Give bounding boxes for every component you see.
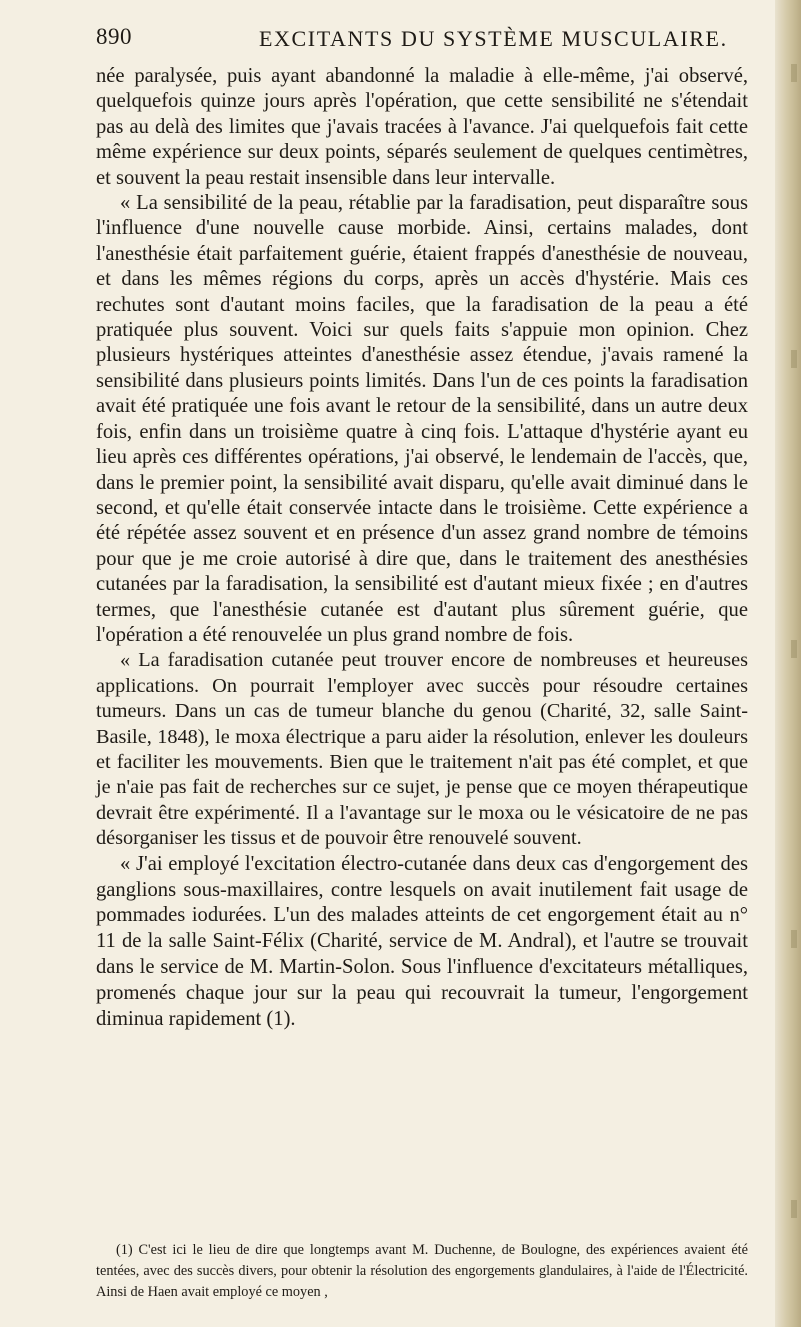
book-spine-edge [775, 0, 801, 1327]
spine-shadow-mark [791, 640, 797, 658]
running-head: EXCITANTS DU SYSTÈME MUSCULAIRE. [259, 26, 728, 51]
spine-shadow-mark [791, 350, 797, 368]
spine-shadow-mark [791, 930, 797, 948]
footnotes [96, 1240, 748, 1302]
paragraph-faradisation: « La faradisation cutanée peut trouver encore de nombreuses et heureuses applications. On pourrait l'employer avec succès pour résoudre certaines tumeurs. Dans un cas de tumeur blanche du genou (Charité, 32, salle Saint-Basile, 1848), le moxa électrique a paru aider la résolution, enlever les douleurs et faciliter les mouvements. Bien que le traitement n'ait pas été complet, et que je n'aie pas fait de recherches sur ce sujet, je pense que ce moyen thérapeutique devrait être expérimenté. Il a l'avantage sur le moxa ou le vésicatoire de ne pas désorganiser les tissus et de pouvoir être renouvelé souvent. [96, 649, 748, 850]
spine-shadow-mark [791, 1200, 797, 1218]
spine-shadow-mark [791, 64, 797, 82]
paragraph-sensibilite: « La sensibilité de la peau, rétablie par la faradisation, peut disparaître sous l'influence d'une nouvelle cause morbide. Ainsi, certains malades, dont l'anesthésie était parfaitement guérie, étaient frappés d'anesthésie de nouveau, et dans les mêmes régions du corps, après un accès d'hystérie. Mais ces rechutes sont d'autant moins faciles, que la faradisation de la peau a été pratiquée plus souvent. Voici sur quels faits s'appuie mon opinion. Chez plusieurs hystériques atteintes d'anesthésie assez étendue, j'avais ramené la sensibilité dans plusieurs points limités. Dans l'un de ces points la faradisation avait été pratiquée une fois avant le retour de la sensibilité, dans un autre deux fois, enfin dans un troisième quatre à cinq fois. L'attaque d'hystérie ayant eu lieu après ces différentes opérations, j'ai observé, le lendemain de l'accès, que, dans le premier point, la sensibilité avait disparu, qu'elle avait diminué dans le second, et qu'elle était conservée intacte dans le troisième. Cette expérience a été répétée assez souvent et en présence d'un assez grand nombre de témoins pour que je me croie autorisé à dire que, dans le traitement des anesthésies cutanées par la faradisation, la sensibilité est d'autant mieux fixée ; en d'autres termes, que l'anesthésie cutanée est d'autant plus sûrement guérie, que l'opération a été renouvelée un plus grand nombre de fois. [96, 192, 748, 646]
page-header [96, 22, 736, 66]
footnote: (1) C'est ici le lieu de dire que longtemps avant M. Duchenne, de Boulogne, des expériences avaient été tentées, avec des succès divers, pour obtenir la résolution des engorgements glandulaires, à l'aide de l'Électricité. Ainsi de Haen avait employé ce moyen , [96, 1242, 748, 1300]
paragraph-ganglions: « J'ai employé l'excitation électro-cutanée dans deux cas d'engorgement des ganglions sous-maxillaires, contre lesquels on avait inutilement fait usage de pommades iodurées. L'un des malades atteints de cet engorgement était au n° 11 de la salle Saint-Félix (Charité, service de M. Andral), et l'autre se trouvait dans le service de M. Martin-Solon. Sous l'influence d'excitateurs métalliques, promenés chaque jour sur la peau qui recouvrait la tumeur, l'engorgement diminua rapidement (1). [96, 852, 748, 1031]
paragraph-continuation: née paralysée, puis ayant abandonné la maladie à elle-même, j'ai observé, quelquefois quinze jours après l'opération, que cette sensibilité ne s'étendait pas au delà des limites que j'avais tracées à l'avance. J'ai quelquefois fait cette même expérience sur deux points, séparés seulement de quelques centimètres, et souvent la peau restait insensible dans leur intervalle. [96, 65, 748, 189]
body-text [96, 64, 748, 1033]
page-number: 890 [96, 24, 132, 49]
